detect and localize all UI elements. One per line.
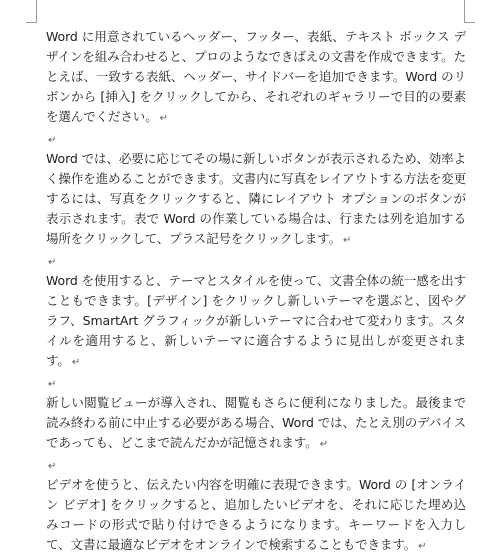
paragraph-mark: ↵ (418, 541, 427, 552)
paragraph-5 (46, 475, 466, 557)
paragraph-3 (46, 271, 466, 373)
document-body[interactable] (46, 27, 466, 557)
crop-mark-top-left (26, 0, 37, 23)
empty-paragraph (46, 455, 466, 475)
paragraph-1 (46, 27, 466, 129)
paragraph-text: 新しい閲覧ビューが導入され、閲覧もさらに便利になりました。最後まで読み終わる前に中止する必要がある場合、Word では、たとえ別のデバイスであっても、どこまで読んだかが記憶されます。 (46, 395, 466, 450)
paragraph-text: Word に用意されているヘッダー、フッター、表紙、テキスト ボックス デザインを組み合わせると、プロのようなできばえの文書を作成できます。たとえば、一致する表紙、ヘッダー、サイドバーを追加できます。Word のリボンから [挿入] をクリックしてから、それぞれのギャラリーで目的の要素を選んでください。 (46, 29, 466, 124)
paragraph-text: ビデオを使うと、伝えたい内容を明確に表現できます。Word の [オンライン ビデオ] をクリックすると、追加したいビデオを、それに応じた埋め込みコードの形式で貼り付けできるようになります。キーワードを入力して、文書に最適なビデオをオンラインで検索することもできます。 (46, 477, 466, 552)
paragraph-mark: ↵ (48, 135, 57, 146)
paragraph-mark: ↵ (71, 357, 81, 368)
paragraph-4 (46, 393, 466, 455)
paragraph-mark: ↵ (48, 461, 57, 472)
paragraph-2 (46, 149, 466, 251)
empty-paragraph (46, 373, 466, 393)
empty-paragraph (46, 129, 466, 149)
paragraph-mark: ↵ (319, 439, 328, 450)
paragraph-text: Word を使用すると、テーマとスタイルを使って、文書全体の統一感を出すこともできます。[デザイン] をクリックし新しいテーマを選ぶと、図やグラフ、SmartArt グラフィックが新しいテーマに合わせて変わります。スタイルを適用すると、新しいテーマに適合するように見出しが変更されます。 (46, 273, 466, 368)
paragraph-mark: ↵ (342, 235, 352, 246)
crop-mark-top-right (464, 0, 475, 23)
paragraph-mark: ↵ (48, 257, 57, 268)
empty-paragraph (46, 251, 466, 271)
paragraph-mark: ↵ (159, 113, 168, 124)
paragraph-mark: ↵ (48, 379, 57, 390)
paragraph-text: Word では、必要に応じてその場に新しいボタンが表示されるため、効率よく操作を進めることができます。文書内に写真をレイアウトする方法を変更するには、写真をクリックすると、隣にレイアウト オプションのボタンが表示されます。表で Word の作業している場合は、行または列を追加する場所をクリックして、プラス記号をクリックします。 (46, 151, 466, 246)
